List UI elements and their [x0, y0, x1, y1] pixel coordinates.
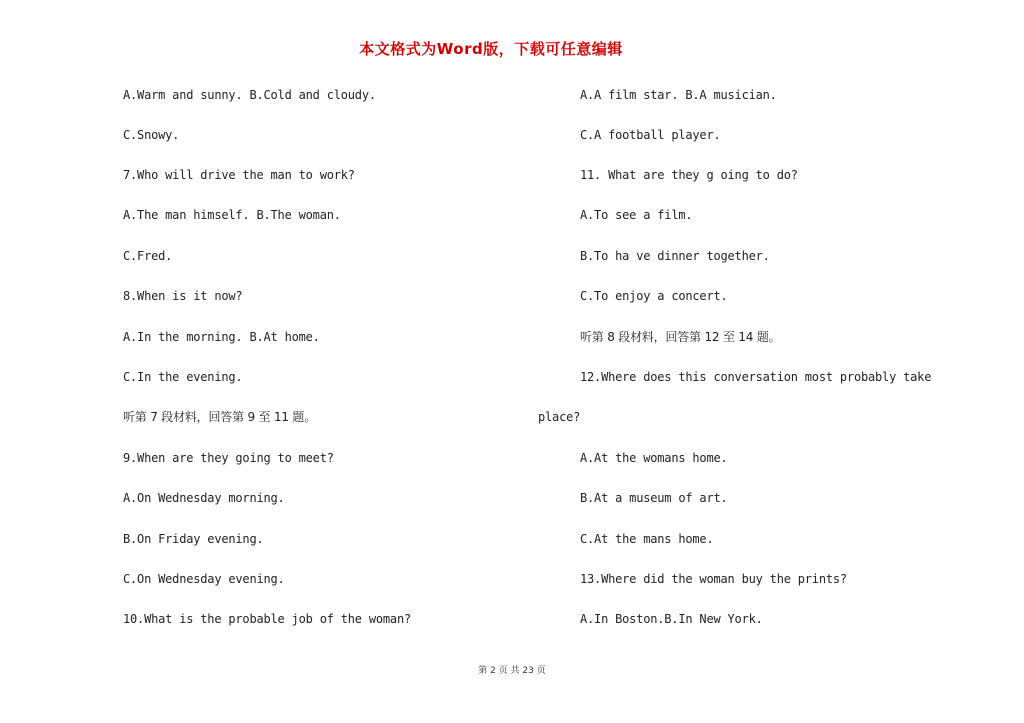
right-line-11: B.At a museum of art. [580, 491, 728, 505]
left-line-8: C.In the evening. [123, 370, 243, 384]
right-line-2: C.A football player. [580, 128, 721, 142]
left-line-2: C.Snowy. [123, 128, 180, 142]
left-line-12: B.On Friday evening. [123, 532, 264, 546]
right-section-heading: 听第 8 段材料，回答第 12 至 14 题。 [580, 330, 781, 344]
right-line-8: 12.Where does this conversation most probably take [580, 370, 932, 384]
right-line-1: A.A film star. B.A musician. [580, 88, 777, 102]
document-banner: 本文格式为Word版，下载可任意编辑 [359, 40, 623, 58]
page-footer: 第 2 页 共 23 页 [478, 666, 546, 676]
right-line-3: 11. What are they g oing to do? [580, 168, 798, 182]
left-line-10: 9.When are they going to meet? [123, 451, 334, 465]
right-line-8-continued: place? [538, 410, 581, 424]
left-line-1: A.Warm and sunny. B.Cold and cloudy. [123, 88, 376, 102]
right-line-13: 13.Where did the woman buy the prints? [580, 572, 847, 586]
left-section-heading: 听第 7 段材料，回答第 9 至 11 题。 [123, 410, 317, 424]
left-line-3: 7.Who will drive the man to work? [123, 168, 355, 182]
right-line-4: A.To see a film. [580, 208, 693, 222]
right-line-14: A.In Boston.B.In New York. [580, 612, 763, 626]
left-line-5: C.Fred. [123, 249, 173, 263]
left-line-14: 10.What is the probable job of the woman? [123, 612, 412, 626]
left-line-7: A.In the morning. B.At home. [123, 330, 320, 344]
left-line-13: C.On Wednesday evening. [123, 572, 285, 586]
left-line-4: A.The man himself. B.The woman. [123, 208, 341, 222]
right-line-5: B.To ha ve dinner together. [580, 249, 770, 263]
right-line-12: C.At the mans home. [580, 532, 714, 546]
left-line-6: 8.When is it now? [123, 289, 243, 303]
left-line-11: A.On Wednesday morning. [123, 491, 285, 505]
right-line-10: A.At the womans home. [580, 451, 728, 465]
right-line-6: C.To enjoy a concert. [580, 289, 728, 303]
